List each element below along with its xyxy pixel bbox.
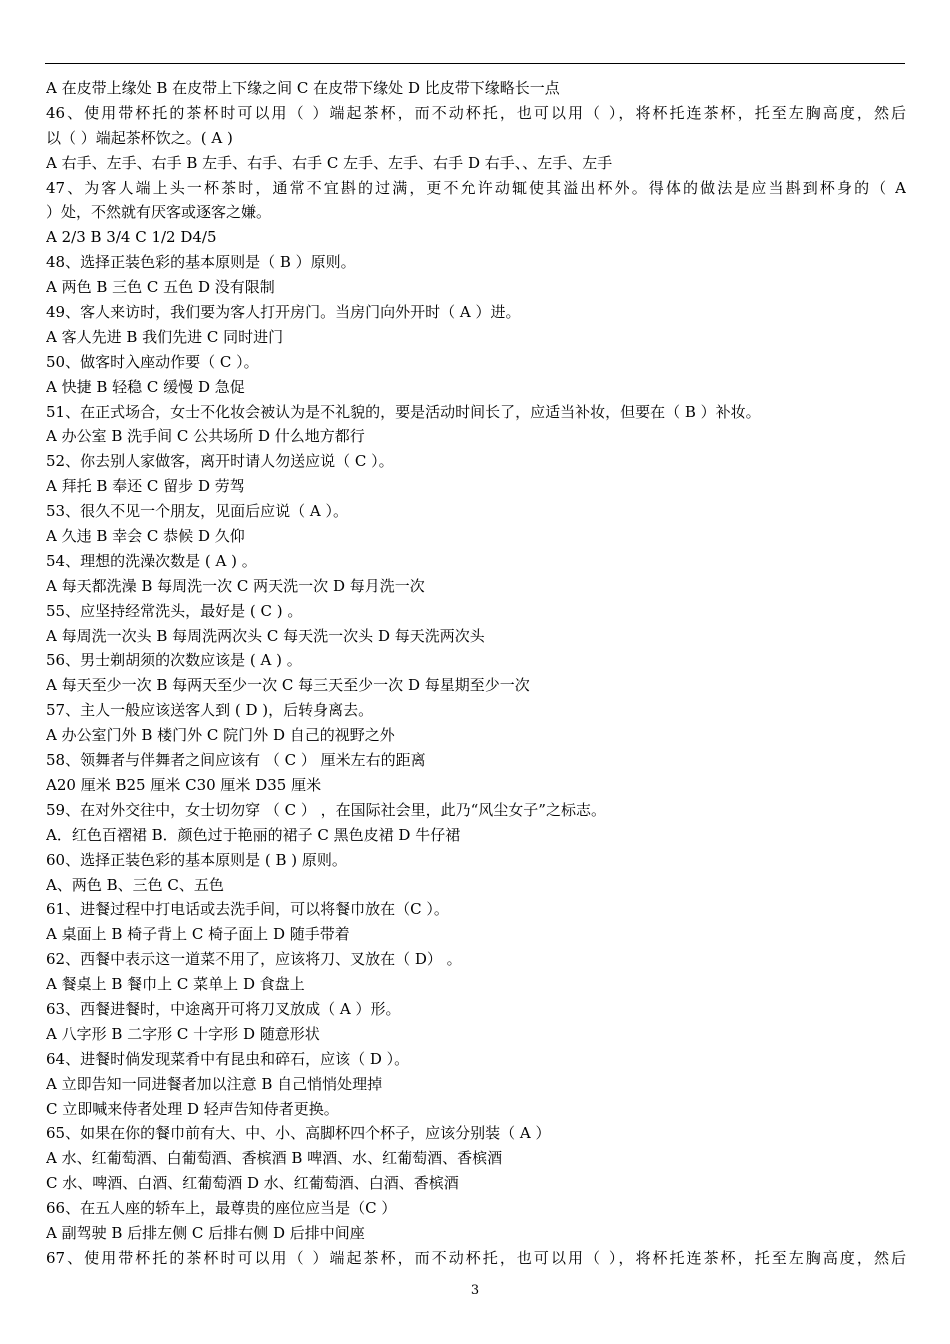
text-line: A 餐桌上 B 餐巾上 C 菜单上 D 食盘上 [46, 975, 305, 994]
text-line: 49、客人来访时，我们要为客人打开房门。当房门向外开时（ A ）进。 [46, 303, 521, 322]
text-line: A 办公室 B 洗手间 C 公共场所 D 什么地方都行 [46, 427, 365, 446]
text-line: 46、使用带杯托的茶杯时可以用（ ）端起茶杯，而不动杯托，也可以用（ ），将杯托连茶杯，托至左胸高度，然后 [46, 103, 906, 122]
text-line: 52、你去别人家做客，离开时请人勿送应说（ C ）。 [46, 452, 394, 471]
text-line: 66、在五人座的轿车上，最尊贵的座位应当是（C ） [46, 1199, 397, 1218]
text-line: A 两色 B 三色 C 五色 D 没有限制 [46, 278, 275, 297]
text-line: 65、如果在你的餐巾前有大、中、小、高脚杯四个杯子，应该分别装（ A ） [46, 1124, 551, 1143]
text-line: 61、进餐过程中打电话或去洗手间，可以将餐巾放在（C ）。 [46, 900, 449, 919]
text-line: 63、西餐进餐时，中途离开可将刀叉放成（ A ）形。 [46, 999, 401, 1018]
text-line: A、两色 B、三色 C、五色 [46, 875, 224, 894]
text-line: 55、应坚持经常洗头，最好是 ( C ) 。 [46, 601, 303, 620]
text-line: 53、很久不见一个朋友，见面后应说（ A ）。 [46, 502, 348, 521]
text-line: A 办公室门外 B 楼门外 C 院门外 D 自己的视野之外 [46, 726, 395, 745]
text-line: A 在皮带上缘处 B 在皮带上下缘之间 C 在皮带下缘处 D 比皮带下缘略长一点 [46, 79, 560, 97]
text-line: A 每周洗一次头 B 每周洗两次头 C 每天洗一次头 D 每天洗两次头 [46, 626, 485, 645]
text-line: A20 厘米 B25 厘米 C30 厘米 D35 厘米 [46, 775, 322, 794]
text-line: 48、选择正装色彩的基本原则是（ B ）原则。 [46, 253, 356, 272]
text-line: 54、理想的洗澡次数是 ( A ) 。 [46, 551, 257, 570]
text-line: 64、进餐时倘发现菜肴中有昆虫和碎石，应该（ D ）。 [46, 1049, 410, 1068]
text-line: 56、男士剃胡须的次数应该是 ( A ) 。 [46, 651, 302, 670]
text-line: 60、选择正装色彩的基本原则是 ( B ) 原则。 [46, 850, 347, 869]
text-line: 67、使用带杯托的茶杯时可以用（ ）端起茶杯，而不动杯托，也可以用（ ），将杯托连茶杯，托至左胸高度，然后 [46, 1248, 906, 1267]
text-line: C 水、啤酒、白酒、红葡萄酒 D 水、红葡萄酒、白酒、香槟酒 [46, 1174, 459, 1193]
text-line: 62、西餐中表示这一道菜不用了，应该将刀、叉放在（ D） 。 [46, 950, 462, 969]
text-line: C 立即喊来侍者处理 D 轻声告知侍者更换。 [46, 1099, 339, 1118]
text-line: 以（ ）端起茶杯饮之。( A ) [46, 128, 233, 147]
text-line: 47、为客人端上头一杯茶时，通常不宜斟的过满，更不允许动辄使其溢出杯外。得体的做法是应当斟到杯身的（ A [46, 178, 906, 197]
text-line: 58、领舞者与伴舞者之间应该有 （ C ） 厘米左右的距离 [46, 751, 426, 770]
text-line: A 桌面上 B 椅子背上 C 椅子面上 D 随手带着 [46, 925, 350, 944]
question-text-body [46, 76, 906, 1271]
text-line: A 八字形 B 二字形 C 十字形 D 随意形状 [46, 1024, 320, 1043]
text-line: A 客人先进 B 我们先进 C 同时进门 [46, 327, 284, 346]
header-rule [45, 63, 905, 64]
text-line: A 快捷 B 轻稳 C 缓慢 D 急促 [46, 377, 245, 396]
text-line: A 久违 B 幸会 C 恭候 D 久仰 [46, 527, 245, 546]
text-line: 57、主人一般应该送客人到 ( D )，后转身离去。 [46, 701, 374, 720]
text-line: A 每天至少一次 B 每两天至少一次 C 每三天至少一次 D 每星期至少一次 [46, 676, 530, 695]
text-line: A 每天都洗澡 B 每周洗一次 C 两天洗一次 D 每月洗一次 [46, 576, 425, 595]
page-number: 3 [470, 1283, 480, 1298]
text-line: 51、在正式场合，女士不化妆会被认为是不礼貌的，要是活动时间长了，应适当补妆，但要在（ B ）补妆。 [46, 402, 761, 421]
text-line: A．红色百褶裙 B．颜色过于艳丽的裙子 C 黑色皮裙 D 牛仔裙 [46, 825, 461, 844]
text-line: 50、做客时入座动作要（ C ）。 [46, 352, 259, 371]
text-line: 59、在对外交往中，女士切勿穿 （ C ） ，在国际社会里，此乃“风尘女子”之标志。 [46, 800, 606, 819]
text-line: ）处，不然就有厌客或逐客之嫌。 [46, 203, 272, 222]
text-line: A 副驾驶 B 后排左侧 C 后排右侧 D 后排中间座 [46, 1223, 365, 1242]
text-line: A 立即告知一同进餐者加以注意 B 自己悄悄处理掉 [46, 1074, 383, 1093]
text-line: A 拜托 B 奉还 C 留步 D 劳驾 [46, 477, 245, 496]
text-line: A 水、红葡萄酒、白葡萄酒、香槟酒 B 啤酒、水、红葡萄酒、香槟酒 [46, 1149, 503, 1168]
text-line: A 右手、左手、右手 B 左手、右手、右手 C 左手、左手、右手 D 右手、、左手、左手 [46, 153, 613, 172]
text-line: A 2/3 B 3/4 C 1/2 D4/5 [46, 228, 217, 247]
